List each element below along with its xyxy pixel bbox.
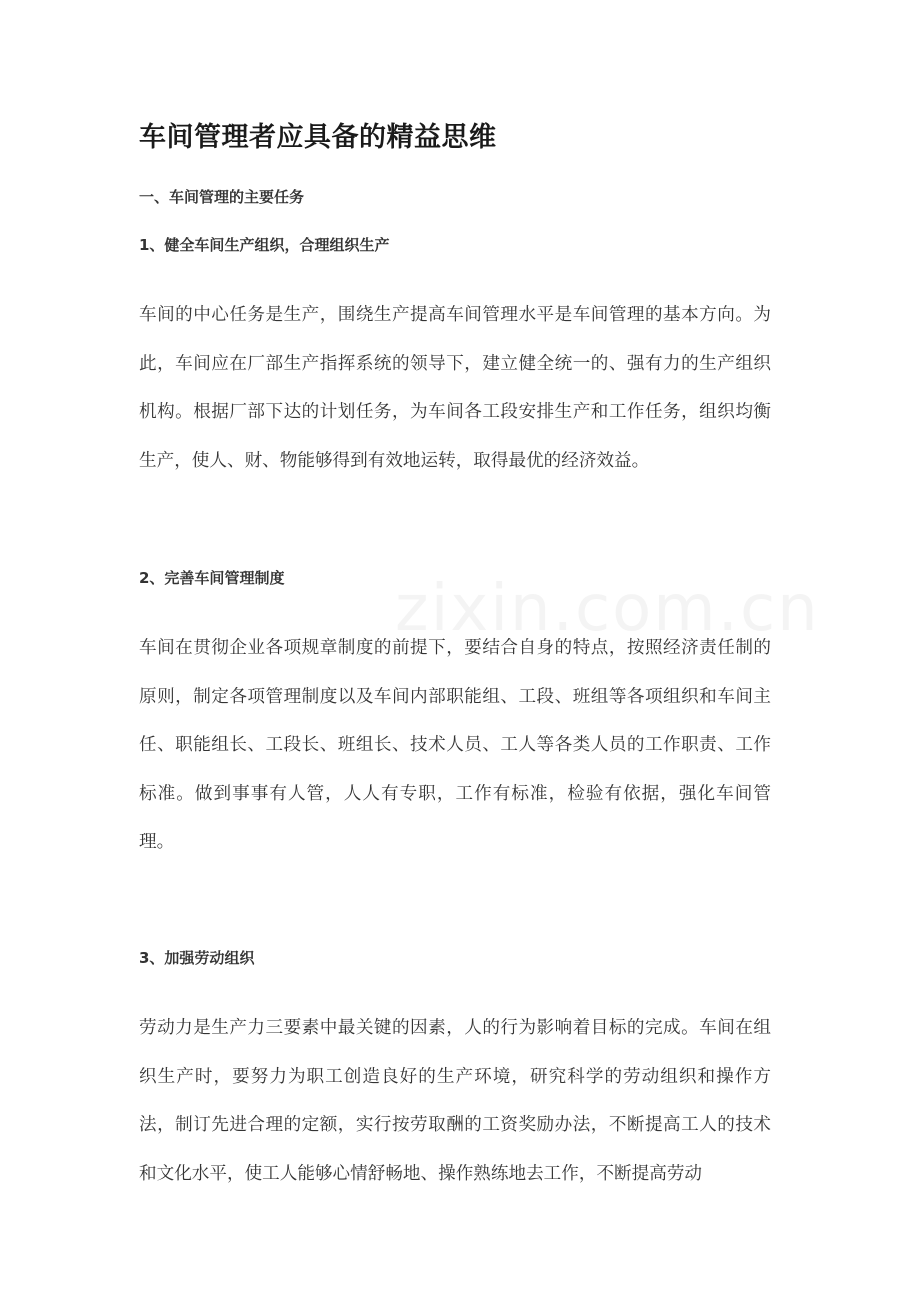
item-paragraph-3: 劳动力是生产力三要素中最关键的因素，人的行为影响着目标的完成。车间在组织生产时，要努力为职工创造良好的生产环境，研究科学的劳动组织和操作方法，制订先进合理的定额，实行按劳取酬的工资奖励办法，不断提高工人的技术和文化水平，使工人能够心情舒畅地、操作熟练地去工作，不断提高劳动 bbox=[139, 1018, 771, 1184]
watermark: zixin.com.cn bbox=[395, 572, 820, 646]
item-heading-3: 3、加强劳动组织 bbox=[139, 949, 255, 967]
item-paragraph-1: 车间的中心任务是生产，围绕生产提高车间管理水平是车间管理的基本方向。为此，车间应在厂部生产指挥系统的领导下，建立健全统一的、强有力的生产组织机构。根据厂部下达的计划任务，为车间各工段安排生产和工作任务，组织均衡生产，使人、财、物能够得到有效地运转，取得最优的经济效益。 bbox=[139, 305, 771, 471]
document-title: 车间管理者应具备的精益思维 bbox=[139, 122, 497, 153]
item-paragraph-2: 车间在贯彻企业各项规章制度的前提下，要结合自身的特点，按照经济责任制的原则，制定各项管理制度以及车间内部职能组、工段、班组等各项组织和车间主任、职能组长、工段长、班组长、技术人员、工人等各类人员的工作职责、工作标准。做到事事有人管，人人有专职，工作有标准，检验有依据，强化车间管理。 bbox=[139, 638, 771, 852]
item-heading-1: 1、健全车间生产组织，合理组织生产 bbox=[139, 236, 390, 254]
item-heading-2: 2、完善车间管理制度 bbox=[139, 569, 285, 587]
section-heading: 一、车间管理的主要任务 bbox=[139, 188, 305, 206]
